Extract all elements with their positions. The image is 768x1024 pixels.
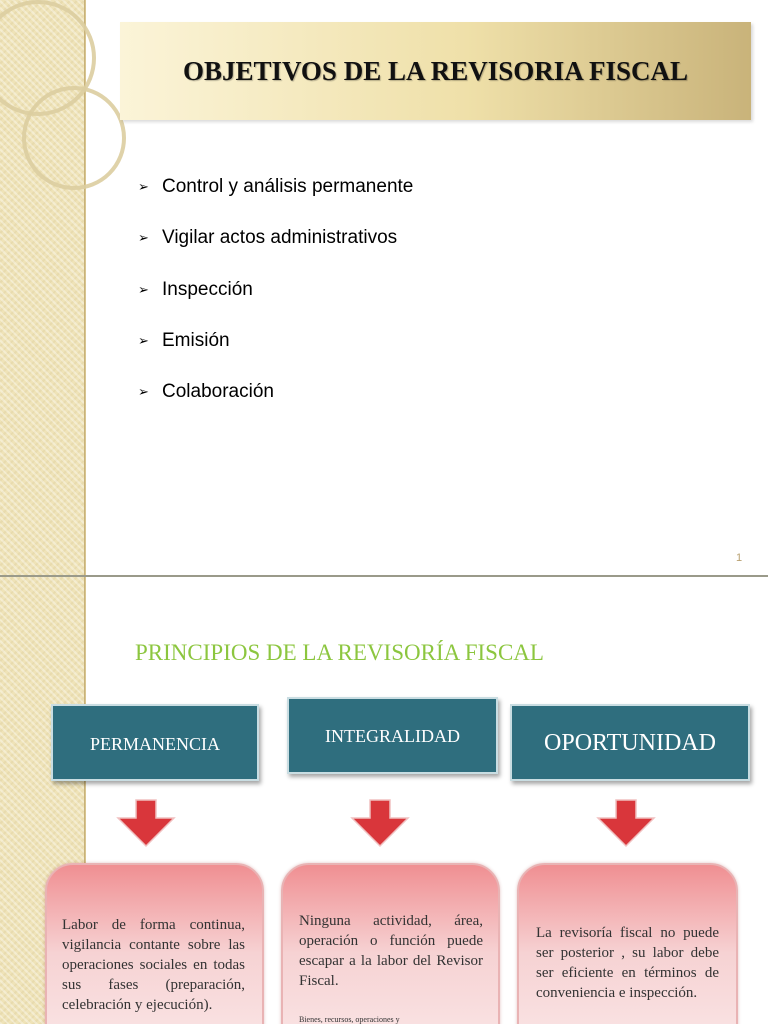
arrow-bullet-icon: ➢	[138, 332, 149, 348]
arrow-down-icon	[596, 798, 656, 848]
card-text: Labor de forma continua, vigilancia contante sobre las operaciones sociales en todas sus fases (preparación, celebración y ejecución).	[62, 917, 245, 1013]
list-item-label: Vigilar actos administrativos	[162, 227, 398, 249]
list-item	[138, 330, 413, 381]
arrow-bullet-icon: ➢	[138, 230, 149, 246]
list-item-label: Inspección	[162, 278, 253, 300]
decorative-circle	[22, 86, 126, 190]
slide-title: OBJETIVOS DE LA REVISORIA FISCAL	[182, 56, 689, 86]
principle-label: OPORTUNIDAD	[544, 730, 716, 756]
description-card-oportunidad	[517, 863, 738, 1024]
list-item	[138, 227, 413, 278]
arrow-down-icon	[116, 798, 176, 848]
principle-label: INTEGRALIDAD	[325, 726, 460, 746]
arrow-bullet-icon: ➢	[138, 179, 149, 194]
slide-title: PRINCIPIOS DE LA REVISORÍA FISCAL	[135, 640, 544, 665]
title-banner	[120, 22, 751, 120]
list-item	[138, 176, 413, 227]
objectives-list	[138, 176, 413, 432]
arrow-bullet-icon: ➢	[138, 384, 149, 400]
list-item-label: Emisión	[162, 329, 230, 351]
list-item-label: Colaboración	[162, 381, 274, 403]
slide-principios	[0, 577, 768, 1024]
card-text: Ninguna actividad, área, operación o función puede escapar a la labor del Revisor Fiscal.	[299, 913, 483, 989]
principle-box-oportunidad	[510, 704, 750, 781]
arrow-down-icon	[350, 798, 410, 848]
arrow-bullet-icon: ➢	[138, 281, 149, 297]
list-item	[138, 279, 413, 330]
card-small-text: Bienes, recursos, operaciones y	[299, 1015, 400, 1024]
list-item-label: Control y análisis permanente	[162, 176, 414, 197]
card-text: La revisoría fiscal no puede ser posterior , su labor debe ser eficiente en términos de conveniencia e inspección.	[536, 925, 719, 1001]
description-card-permanencia	[45, 863, 264, 1024]
page-number: 1	[736, 552, 743, 564]
list-item	[138, 381, 413, 432]
principle-label: PERMANENCIA	[89, 734, 220, 754]
description-card-integralidad	[281, 863, 500, 1024]
principle-box-permanencia	[51, 704, 259, 781]
principle-box-integralidad	[287, 697, 498, 774]
